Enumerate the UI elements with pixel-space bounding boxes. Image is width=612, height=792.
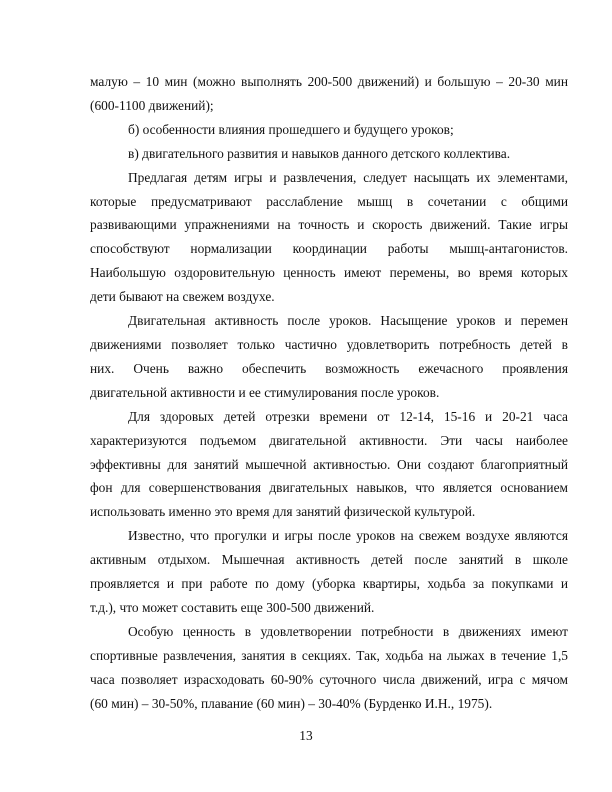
text-line: (60 мин) – 30-50%, плавание (60 мин) – 30-40% (Бурденко И.Н., 1975). <box>90 695 493 711</box>
text-line: Известно, что прогулки и игры после уроков на свежем воздухе являются <box>128 528 568 544</box>
text-line: Предлагая детям игры и развлечения, следует насыщать их элементами, <box>128 169 568 185</box>
text-line: использовать именно это время для занятий физической культурой. <box>90 504 476 520</box>
paragraph <box>90 118 568 142</box>
page-number: 13 <box>299 728 313 743</box>
text-line: Особую ценность в удовлетворении потребности в движениях имеют <box>128 623 568 639</box>
paragraph <box>90 70 568 118</box>
text-line: которые предусматривают расслабление мышц в сочетании с общими <box>90 193 568 209</box>
text-line: часа позволяет израсходовать 60-90% суточного числа движений, игра с мячом <box>90 671 568 687</box>
text-line: Двигательная активность после уроков. Насыщение уроков и перемен <box>128 313 568 329</box>
paragraph <box>90 524 568 620</box>
text-line: Для здоровых детей отрезки времени от 12-14, 15-16 и 20-21 часа <box>128 408 568 424</box>
text-line: проявляется и при работе по дому (уборка квартиры, ходьба за покупками и <box>90 576 568 592</box>
paragraph <box>90 405 568 525</box>
text-line: характеризуются подъемом двигательной активности. Эти часы наиболее <box>90 432 568 448</box>
paragraph <box>90 309 568 405</box>
paragraph <box>90 166 568 309</box>
text-line: них. Очень важно обеспечить возможность ежечасного проявления <box>90 360 568 376</box>
text-line: способствуют нормализации координации работы мышц-антагонистов. <box>90 241 568 257</box>
text-line: спортивные развлечения, занятия в секциях. Так, ходьба на лыжах в течение 1,5 <box>90 647 568 663</box>
text-line: Наибольшую оздоровительную ценность имеют перемены, во время которых <box>90 265 568 281</box>
text-line: малую – 10 мин (можно выполнять 200-500 движений) и большую – 20-30 мин <box>90 74 568 89</box>
text-line: в) двигательного развития и навыков данного детского коллектива. <box>128 145 511 161</box>
text-line: (600-1100 движений); <box>90 97 214 113</box>
text-line: фон для совершенствования двигательных навыков, что является основанием <box>90 480 568 496</box>
text-line: развивающими упражнениями на точность и скорость движений. Такие игры <box>90 217 568 233</box>
text-line: движениями позволяет только частично удовлетворить потребность детей в <box>90 336 568 352</box>
body-text <box>90 70 568 715</box>
text-line: активным отдыхом. Мышечная активность детей после занятий в школе <box>90 552 568 568</box>
text-line: т.д.), что может составить еще 300-500 движений. <box>90 599 375 615</box>
text-line: эффективны для занятий мышечной активностью. Они создают благоприятный <box>90 456 568 472</box>
text-line: дети бывают на свежем воздухе. <box>90 289 275 305</box>
text-line: б) особенности влияния прошедшего и будущего уроков; <box>128 121 454 137</box>
paragraph <box>90 620 568 716</box>
paragraph <box>90 142 568 166</box>
text-line: двигательной активности и ее стимулирования после уроков. <box>90 384 440 400</box>
